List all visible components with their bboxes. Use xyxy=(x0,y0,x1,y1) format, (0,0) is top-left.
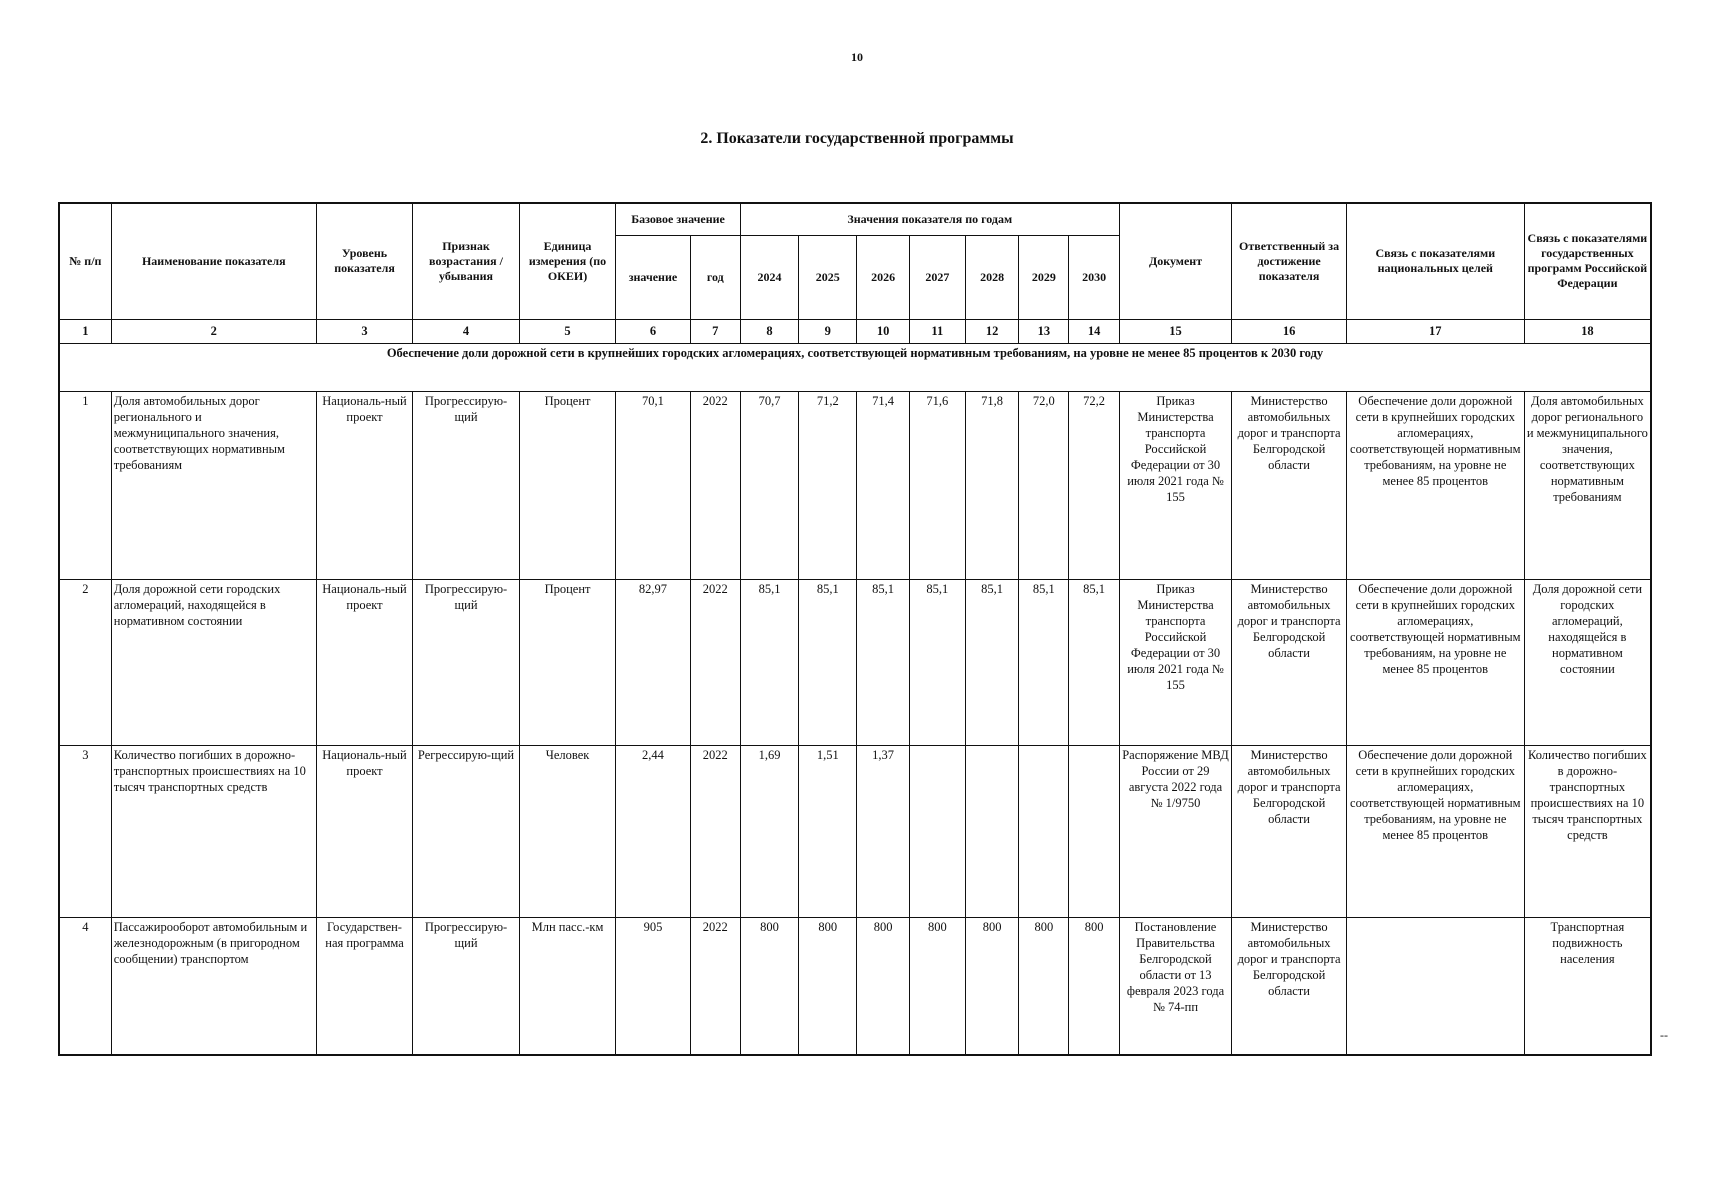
page-number: 10 xyxy=(851,50,863,64)
row-number: 4 xyxy=(59,917,111,1055)
indicator-level: Националь-ный проект xyxy=(316,745,412,917)
year-value: 72,0 xyxy=(1019,391,1069,579)
column-numbers-row xyxy=(59,319,1651,343)
state-programs-link: Доля автомобильных дорог регионального и межмуниципального значения, соответствующих нормативным требованиям xyxy=(1524,391,1651,579)
responsible: Министерство автомобильных дорог и транспорта Белгородской области xyxy=(1232,917,1347,1055)
year-value xyxy=(1069,745,1119,917)
year-value: 85,1 xyxy=(965,579,1018,745)
table-row xyxy=(59,579,1651,745)
year-value: 1,37 xyxy=(857,745,909,917)
base-year: 2022 xyxy=(690,579,740,745)
document: Распоряжение МВД России от 29 августа 2022 года № 1/9750 xyxy=(1119,745,1232,917)
row-number: 1 xyxy=(59,391,111,579)
responsible: Министерство автомобильных дорог и транспорта Белгородской области xyxy=(1232,745,1347,917)
column-number: 17 xyxy=(1346,319,1524,343)
column-number: 16 xyxy=(1232,319,1347,343)
column-number: 15 xyxy=(1119,319,1232,343)
section-row xyxy=(59,343,1651,391)
margin-mark: -- xyxy=(1660,1028,1668,1042)
column-number: 8 xyxy=(740,319,798,343)
base-year: 2022 xyxy=(690,917,740,1055)
base-value: 82,97 xyxy=(616,579,690,745)
header-responsible: Ответственный за достижение показателя xyxy=(1232,203,1347,319)
document: Приказ Министерства транспорта Российской Федерации от 30 июля 2021 года № 155 xyxy=(1119,391,1232,579)
responsible: Министерство автомобильных дорог и транспорта Белгородской области xyxy=(1232,579,1347,745)
column-number: 5 xyxy=(519,319,615,343)
column-number: 10 xyxy=(857,319,909,343)
year-value: 71,6 xyxy=(909,391,965,579)
column-number: 12 xyxy=(965,319,1018,343)
indicators-table xyxy=(58,202,1652,1056)
responsible: Министерство автомобильных дорог и транспорта Белгородской области xyxy=(1232,391,1347,579)
indicator-trend: Регрессирую-щий xyxy=(413,745,520,917)
indicator-level: Националь-ный проект xyxy=(316,391,412,579)
indicator-name: Доля дорожной сети городских агломераций, находящейся в нормативном состоянии xyxy=(111,579,316,745)
header-year: 2026 xyxy=(857,235,909,319)
year-value xyxy=(1019,745,1069,917)
column-number: 18 xyxy=(1524,319,1651,343)
year-value: 85,1 xyxy=(799,579,857,745)
table-row xyxy=(59,745,1651,917)
year-value: 85,1 xyxy=(1069,579,1119,745)
indicator-trend: Прогрессирую-щий xyxy=(413,917,520,1055)
row-number: 3 xyxy=(59,745,111,917)
column-number: 11 xyxy=(909,319,965,343)
header-num: № п/п xyxy=(59,203,111,319)
year-value: 800 xyxy=(965,917,1018,1055)
column-number: 1 xyxy=(59,319,111,343)
document: Приказ Министерства транспорта Российской Федерации от 30 июля 2021 года № 155 xyxy=(1119,579,1232,745)
column-number: 2 xyxy=(111,319,316,343)
column-number: 13 xyxy=(1019,319,1069,343)
year-value: 800 xyxy=(857,917,909,1055)
header-base-value: значение xyxy=(616,235,690,319)
header-year: 2030 xyxy=(1069,235,1119,319)
header-level: Уровень показателя xyxy=(316,203,412,319)
header-year: 2025 xyxy=(799,235,857,319)
column-number: 14 xyxy=(1069,319,1119,343)
header-unit: Единица измерения (по ОКЕИ) xyxy=(519,203,615,319)
national-goals-link xyxy=(1346,917,1524,1055)
year-value: 72,2 xyxy=(1069,391,1119,579)
indicator-name: Количество погибших в дорожно-транспортных происшествиях на 10 тысяч транспортных средств xyxy=(111,745,316,917)
state-programs-link: Транспортная подвижность населения xyxy=(1524,917,1651,1055)
base-year: 2022 xyxy=(690,391,740,579)
indicator-level: Государствен-ная программа xyxy=(316,917,412,1055)
indicator-unit: Млн пасс.-км xyxy=(519,917,615,1055)
indicator-unit: Процент xyxy=(519,391,615,579)
header-document: Документ xyxy=(1119,203,1232,319)
column-number: 7 xyxy=(690,319,740,343)
header-trend: Признак возрастания / убывания xyxy=(413,203,520,319)
header-year: 2024 xyxy=(740,235,798,319)
table-row xyxy=(59,917,1651,1055)
year-value xyxy=(909,745,965,917)
base-value: 2,44 xyxy=(616,745,690,917)
column-number: 3 xyxy=(316,319,412,343)
base-value: 70,1 xyxy=(616,391,690,579)
header-year: 2029 xyxy=(1019,235,1069,319)
header-year: 2028 xyxy=(965,235,1018,319)
year-value: 800 xyxy=(1019,917,1069,1055)
year-value: 800 xyxy=(909,917,965,1055)
indicator-name: Доля автомобильных дорог регионального и межмуниципального значения, соответствующих нормативным требованиям xyxy=(111,391,316,579)
year-value: 71,2 xyxy=(799,391,857,579)
column-number: 9 xyxy=(799,319,857,343)
year-value: 85,1 xyxy=(857,579,909,745)
national-goals-link: Обеспечение доли дорожной сети в крупнейших городских агломерациях, соответствующей нормативным требованиям, на уровне не менее 85 процентов xyxy=(1346,745,1524,917)
year-value: 800 xyxy=(799,917,857,1055)
indicator-unit: Процент xyxy=(519,579,615,745)
year-value: 1,69 xyxy=(740,745,798,917)
indicator-level: Националь-ный проект xyxy=(316,579,412,745)
row-number: 2 xyxy=(59,579,111,745)
year-value: 71,8 xyxy=(965,391,1018,579)
year-value: 71,4 xyxy=(857,391,909,579)
indicator-trend: Прогрессирую-щий xyxy=(413,391,520,579)
state-programs-link: Доля дорожной сети городских агломераций, находящейся в нормативном состоянии xyxy=(1524,579,1651,745)
indicator-name: Пассажирооборот автомобильным и железнодорожным (в пригородном сообщении) транспортом xyxy=(111,917,316,1055)
national-goals-link: Обеспечение доли дорожной сети в крупнейших городских агломерациях, соответствующей нормативным требованиям, на уровне не менее 85 процентов xyxy=(1346,391,1524,579)
column-number: 4 xyxy=(413,319,520,343)
year-value: 800 xyxy=(1069,917,1119,1055)
national-goals-link: Обеспечение доли дорожной сети в крупнейших городских агломерациях, соответствующей нормативным требованиям, на уровне не менее 85 процентов xyxy=(1346,579,1524,745)
section-title: Обеспечение доли дорожной сети в крупнейших городских агломерациях, соответствующей нормативным требованиям, на уровне не менее 85 процентов к 2030 году xyxy=(59,343,1651,391)
year-value: 85,1 xyxy=(909,579,965,745)
column-number: 6 xyxy=(616,319,690,343)
year-value: 85,1 xyxy=(1019,579,1069,745)
header-years-group: Значения показателя по годам xyxy=(740,203,1119,235)
table-row xyxy=(59,391,1651,579)
header-name: Наименование показателя xyxy=(111,203,316,319)
year-value: 70,7 xyxy=(740,391,798,579)
state-programs-link: Количество погибших в дорожно-транспортных происшествиях на 10 тысяч транспортных средств xyxy=(1524,745,1651,917)
indicator-trend: Прогрессирую-щий xyxy=(413,579,520,745)
base-value: 905 xyxy=(616,917,690,1055)
header-year: 2027 xyxy=(909,235,965,319)
base-year: 2022 xyxy=(690,745,740,917)
indicator-unit: Человек xyxy=(519,745,615,917)
header-base-year: год xyxy=(690,235,740,319)
year-value: 1,51 xyxy=(799,745,857,917)
year-value: 85,1 xyxy=(740,579,798,745)
document: Постановление Правительства Белгородской области от 13 февраля 2023 года № 74-пп xyxy=(1119,917,1232,1055)
header-national-goals: Связь с показателями национальных целей xyxy=(1346,203,1524,319)
header-base-group: Базовое значение xyxy=(616,203,741,235)
header-state-programs: Связь с показателями государственных программ Российской Федерации xyxy=(1524,203,1651,319)
page-title: 2. Показатели государственной программы xyxy=(700,130,1014,147)
year-value xyxy=(965,745,1018,917)
year-value: 800 xyxy=(740,917,798,1055)
